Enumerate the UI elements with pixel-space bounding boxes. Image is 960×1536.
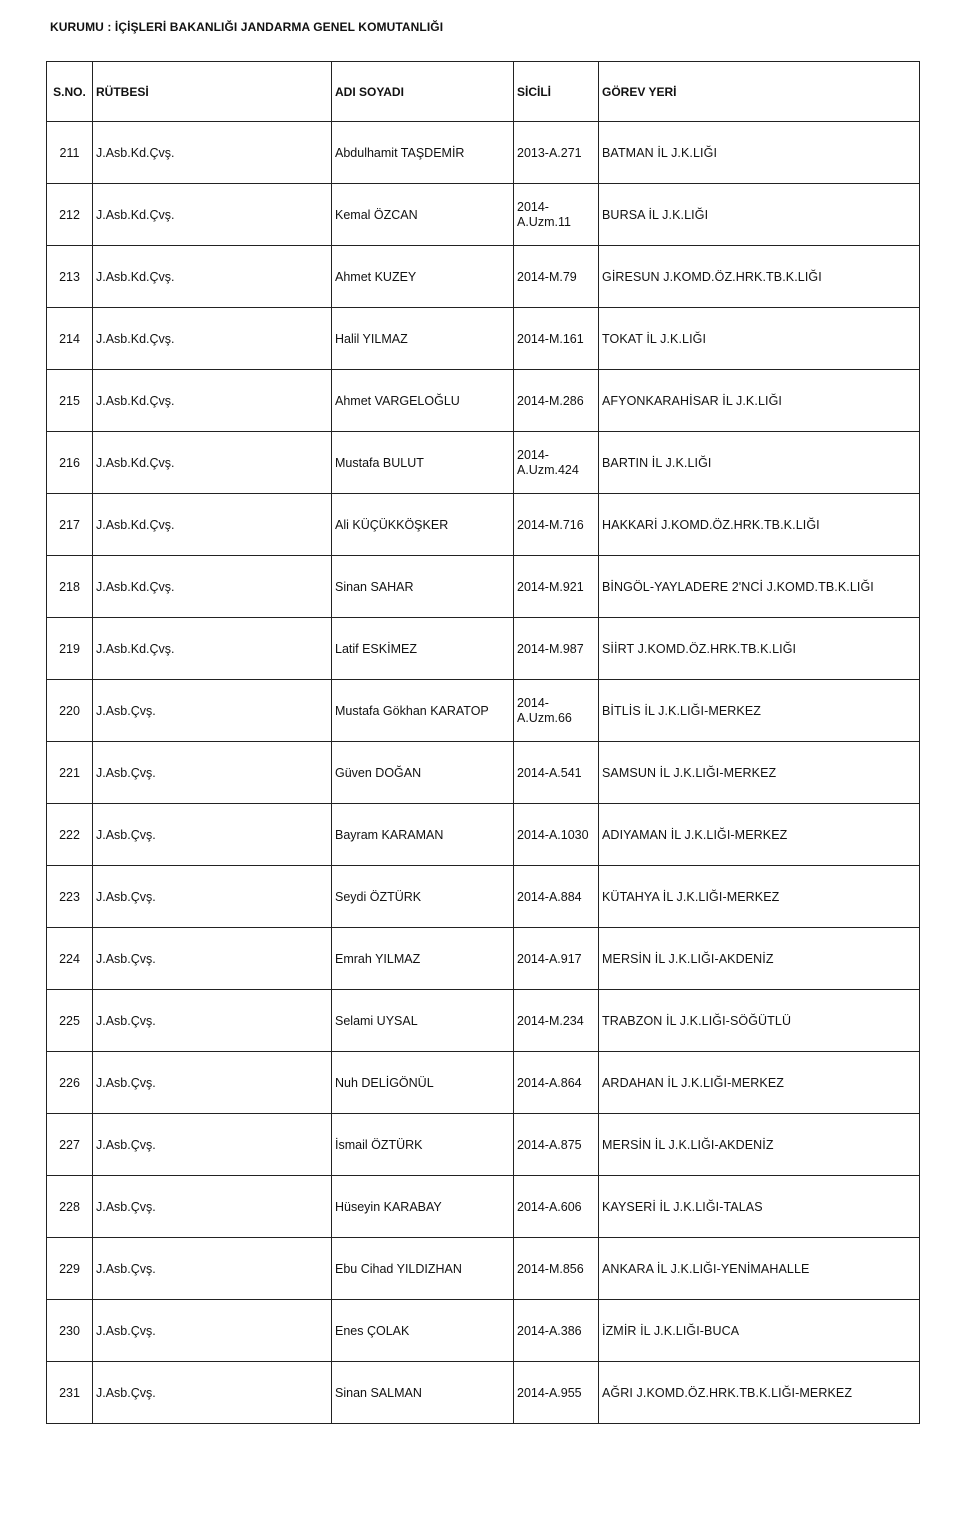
row-ad-soyad: Bayram KARAMAN <box>332 804 514 866</box>
row-rutbe: J.Asb.Çvş. <box>93 804 332 866</box>
table-row <box>47 432 920 494</box>
row-sno: 211 <box>47 122 93 184</box>
row-gorev-yeri: HAKKARİ J.KOMD.ÖZ.HRK.TB.K.LIĞI <box>599 494 920 556</box>
row-sicil: 2014- A.Uzm.424 <box>514 432 599 494</box>
table-row <box>47 990 920 1052</box>
row-ad-soyad: Latif ESKİMEZ <box>332 618 514 680</box>
table-row <box>47 1238 920 1300</box>
row-sno: 228 <box>47 1176 93 1238</box>
row-rutbe: J.Asb.Kd.Çvş. <box>93 556 332 618</box>
row-sicil: 2014- A.Uzm.11 <box>514 184 599 246</box>
row-rutbe: J.Asb.Kd.Çvş. <box>93 370 332 432</box>
row-sicil: 2014-A.864 <box>514 1052 599 1114</box>
table-row <box>47 556 920 618</box>
row-sno: 225 <box>47 990 93 1052</box>
table-row <box>47 1176 920 1238</box>
row-sicil: 2014-M.856 <box>514 1238 599 1300</box>
row-ad-soyad: Sinan SAHAR <box>332 556 514 618</box>
row-sicil: 2014-M.79 <box>514 246 599 308</box>
row-sno: 221 <box>47 742 93 804</box>
table-row <box>47 1114 920 1176</box>
row-rutbe: J.Asb.Çvş. <box>93 1362 332 1424</box>
table-row <box>47 494 920 556</box>
table-row <box>47 618 920 680</box>
row-sicil: 2014-M.921 <box>514 556 599 618</box>
row-gorev-yeri: BARTIN İL J.K.LIĞI <box>599 432 920 494</box>
table-row <box>47 246 920 308</box>
row-ad-soyad: Mustafa Gökhan KARATOP <box>332 680 514 742</box>
table-row <box>47 184 920 246</box>
row-gorev-yeri: SAMSUN İL J.K.LIĞI-MERKEZ <box>599 742 920 804</box>
row-rutbe: J.Asb.Kd.Çvş. <box>93 308 332 370</box>
row-sicil: 2014-M.716 <box>514 494 599 556</box>
row-sicil: 2014-A.386 <box>514 1300 599 1362</box>
row-ad-soyad: Ahmet KUZEY <box>332 246 514 308</box>
row-rutbe: J.Asb.Çvş. <box>93 928 332 990</box>
row-sicil: 2014-A.884 <box>514 866 599 928</box>
row-rutbe: J.Asb.Kd.Çvş. <box>93 432 332 494</box>
row-ad-soyad: Emrah YILMAZ <box>332 928 514 990</box>
row-ad-soyad: Seydi ÖZTÜRK <box>332 866 514 928</box>
document-title: KURUMU : İÇİŞLERİ BAKANLIĞI JANDARMA GENEL KOMUTANLIĞI <box>50 20 444 34</box>
row-sno: 217 <box>47 494 93 556</box>
row-sicil: 2014-M.286 <box>514 370 599 432</box>
row-sno: 212 <box>47 184 93 246</box>
row-ad-soyad: Kemal ÖZCAN <box>332 184 514 246</box>
row-sicil: 2014-A.955 <box>514 1362 599 1424</box>
row-gorev-yeri: ANKARA İL J.K.LIĞI-YENİMAHALLE <box>599 1238 920 1300</box>
row-gorev-yeri: AFYONKARAHİSAR İL J.K.LIĞI <box>599 370 920 432</box>
table-row <box>47 122 920 184</box>
row-ad-soyad: Enes ÇOLAK <box>332 1300 514 1362</box>
row-sno: 216 <box>47 432 93 494</box>
row-gorev-yeri: AĞRI J.KOMD.ÖZ.HRK.TB.K.LIĞI-MERKEZ <box>599 1362 920 1424</box>
row-sno: 220 <box>47 680 93 742</box>
row-rutbe: J.Asb.Kd.Çvş. <box>93 184 332 246</box>
row-gorev-yeri: SİİRT J.KOMD.ÖZ.HRK.TB.K.LIĞI <box>599 618 920 680</box>
table-body <box>47 122 920 1424</box>
row-gorev-yeri: ARDAHAN İL J.K.LIĞI-MERKEZ <box>599 1052 920 1114</box>
table-row <box>47 680 920 742</box>
row-ad-soyad: Nuh DELİGÖNÜL <box>332 1052 514 1114</box>
header-gorev-yeri: GÖREV YERİ <box>599 62 920 122</box>
row-ad-soyad: Hüseyin KARABAY <box>332 1176 514 1238</box>
personnel-table <box>46 61 920 1424</box>
header-ad-soyad: ADI SOYADI <box>332 62 514 122</box>
row-sno: 223 <box>47 866 93 928</box>
row-sno: 222 <box>47 804 93 866</box>
table-row <box>47 928 920 990</box>
row-gorev-yeri: MERSİN İL J.K.LIĞI-AKDENİZ <box>599 928 920 990</box>
header-sicil: SİCİLİ <box>514 62 599 122</box>
row-sno: 215 <box>47 370 93 432</box>
row-gorev-yeri: KAYSERİ İL J.K.LIĞI-TALAS <box>599 1176 920 1238</box>
row-sicil: 2014-A.606 <box>514 1176 599 1238</box>
row-sno: 231 <box>47 1362 93 1424</box>
row-sicil: 2014-A.1030 <box>514 804 599 866</box>
row-ad-soyad: İsmail ÖZTÜRK <box>332 1114 514 1176</box>
table-row <box>47 866 920 928</box>
row-rutbe: J.Asb.Çvş. <box>93 680 332 742</box>
row-ad-soyad: Ahmet VARGELOĞLU <box>332 370 514 432</box>
row-rutbe: J.Asb.Çvş. <box>93 1300 332 1362</box>
row-sicil: 2013-A.271 <box>514 122 599 184</box>
row-rutbe: J.Asb.Çvş. <box>93 1238 332 1300</box>
row-sicil: 2014-M.161 <box>514 308 599 370</box>
row-sno: 219 <box>47 618 93 680</box>
row-sicil: 2014-A.917 <box>514 928 599 990</box>
row-gorev-yeri: BURSA İL J.K.LIĞI <box>599 184 920 246</box>
table-row <box>47 1362 920 1424</box>
row-rutbe: J.Asb.Kd.Çvş. <box>93 122 332 184</box>
row-sicil: 2014-M.234 <box>514 990 599 1052</box>
header-rutbe: RÜTBESİ <box>93 62 332 122</box>
row-sno: 224 <box>47 928 93 990</box>
row-ad-soyad: Sinan SALMAN <box>332 1362 514 1424</box>
row-rutbe: J.Asb.Kd.Çvş. <box>93 494 332 556</box>
row-gorev-yeri: ADIYAMAN İL J.K.LIĞI-MERKEZ <box>599 804 920 866</box>
row-sno: 218 <box>47 556 93 618</box>
row-rutbe: J.Asb.Çvş. <box>93 1176 332 1238</box>
table-row <box>47 370 920 432</box>
row-rutbe: J.Asb.Kd.Çvş. <box>93 618 332 680</box>
row-rutbe: J.Asb.Çvş. <box>93 1052 332 1114</box>
row-ad-soyad: Halil YILMAZ <box>332 308 514 370</box>
row-sno: 227 <box>47 1114 93 1176</box>
row-sno: 226 <box>47 1052 93 1114</box>
row-gorev-yeri: GİRESUN J.KOMD.ÖZ.HRK.TB.K.LIĞI <box>599 246 920 308</box>
row-sno: 214 <box>47 308 93 370</box>
table-header-row <box>47 62 920 122</box>
table-row <box>47 1052 920 1114</box>
row-sno: 230 <box>47 1300 93 1362</box>
row-sicil: 2014- A.Uzm.66 <box>514 680 599 742</box>
table-row <box>47 308 920 370</box>
row-rutbe: J.Asb.Kd.Çvş. <box>93 246 332 308</box>
table-row <box>47 742 920 804</box>
row-gorev-yeri: BİNGÖL-YAYLADERE 2'NCİ J.KOMD.TB.K.LIĞI <box>599 556 920 618</box>
row-gorev-yeri: KÜTAHYA İL J.K.LIĞI-MERKEZ <box>599 866 920 928</box>
row-ad-soyad: Güven DOĞAN <box>332 742 514 804</box>
row-rutbe: J.Asb.Çvş. <box>93 742 332 804</box>
row-sno: 213 <box>47 246 93 308</box>
row-gorev-yeri: BİTLİS İL J.K.LIĞI-MERKEZ <box>599 680 920 742</box>
row-sno: 229 <box>47 1238 93 1300</box>
table-row <box>47 804 920 866</box>
row-gorev-yeri: İZMİR İL J.K.LIĞI-BUCA <box>599 1300 920 1362</box>
row-rutbe: J.Asb.Çvş. <box>93 1114 332 1176</box>
row-gorev-yeri: TOKAT İL J.K.LIĞI <box>599 308 920 370</box>
row-ad-soyad: Mustafa BULUT <box>332 432 514 494</box>
row-ad-soyad: Selami UYSAL <box>332 990 514 1052</box>
row-sicil: 2014-A.541 <box>514 742 599 804</box>
row-rutbe: J.Asb.Çvş. <box>93 866 332 928</box>
row-sicil: 2014-A.875 <box>514 1114 599 1176</box>
row-rutbe: J.Asb.Çvş. <box>93 990 332 1052</box>
row-ad-soyad: Ali KÜÇÜKKÖŞKER <box>332 494 514 556</box>
row-gorev-yeri: TRABZON İL J.K.LIĞI-SÖĞÜTLÜ <box>599 990 920 1052</box>
row-ad-soyad: Abdulhamit TAŞDEMİR <box>332 122 514 184</box>
row-gorev-yeri: MERSİN İL J.K.LIĞI-AKDENİZ <box>599 1114 920 1176</box>
header-sno: S.NO. <box>47 62 93 122</box>
table-row <box>47 1300 920 1362</box>
row-ad-soyad: Ebu Cihad YILDIZHAN <box>332 1238 514 1300</box>
row-sicil: 2014-M.987 <box>514 618 599 680</box>
row-gorev-yeri: BATMAN İL J.K.LIĞI <box>599 122 920 184</box>
